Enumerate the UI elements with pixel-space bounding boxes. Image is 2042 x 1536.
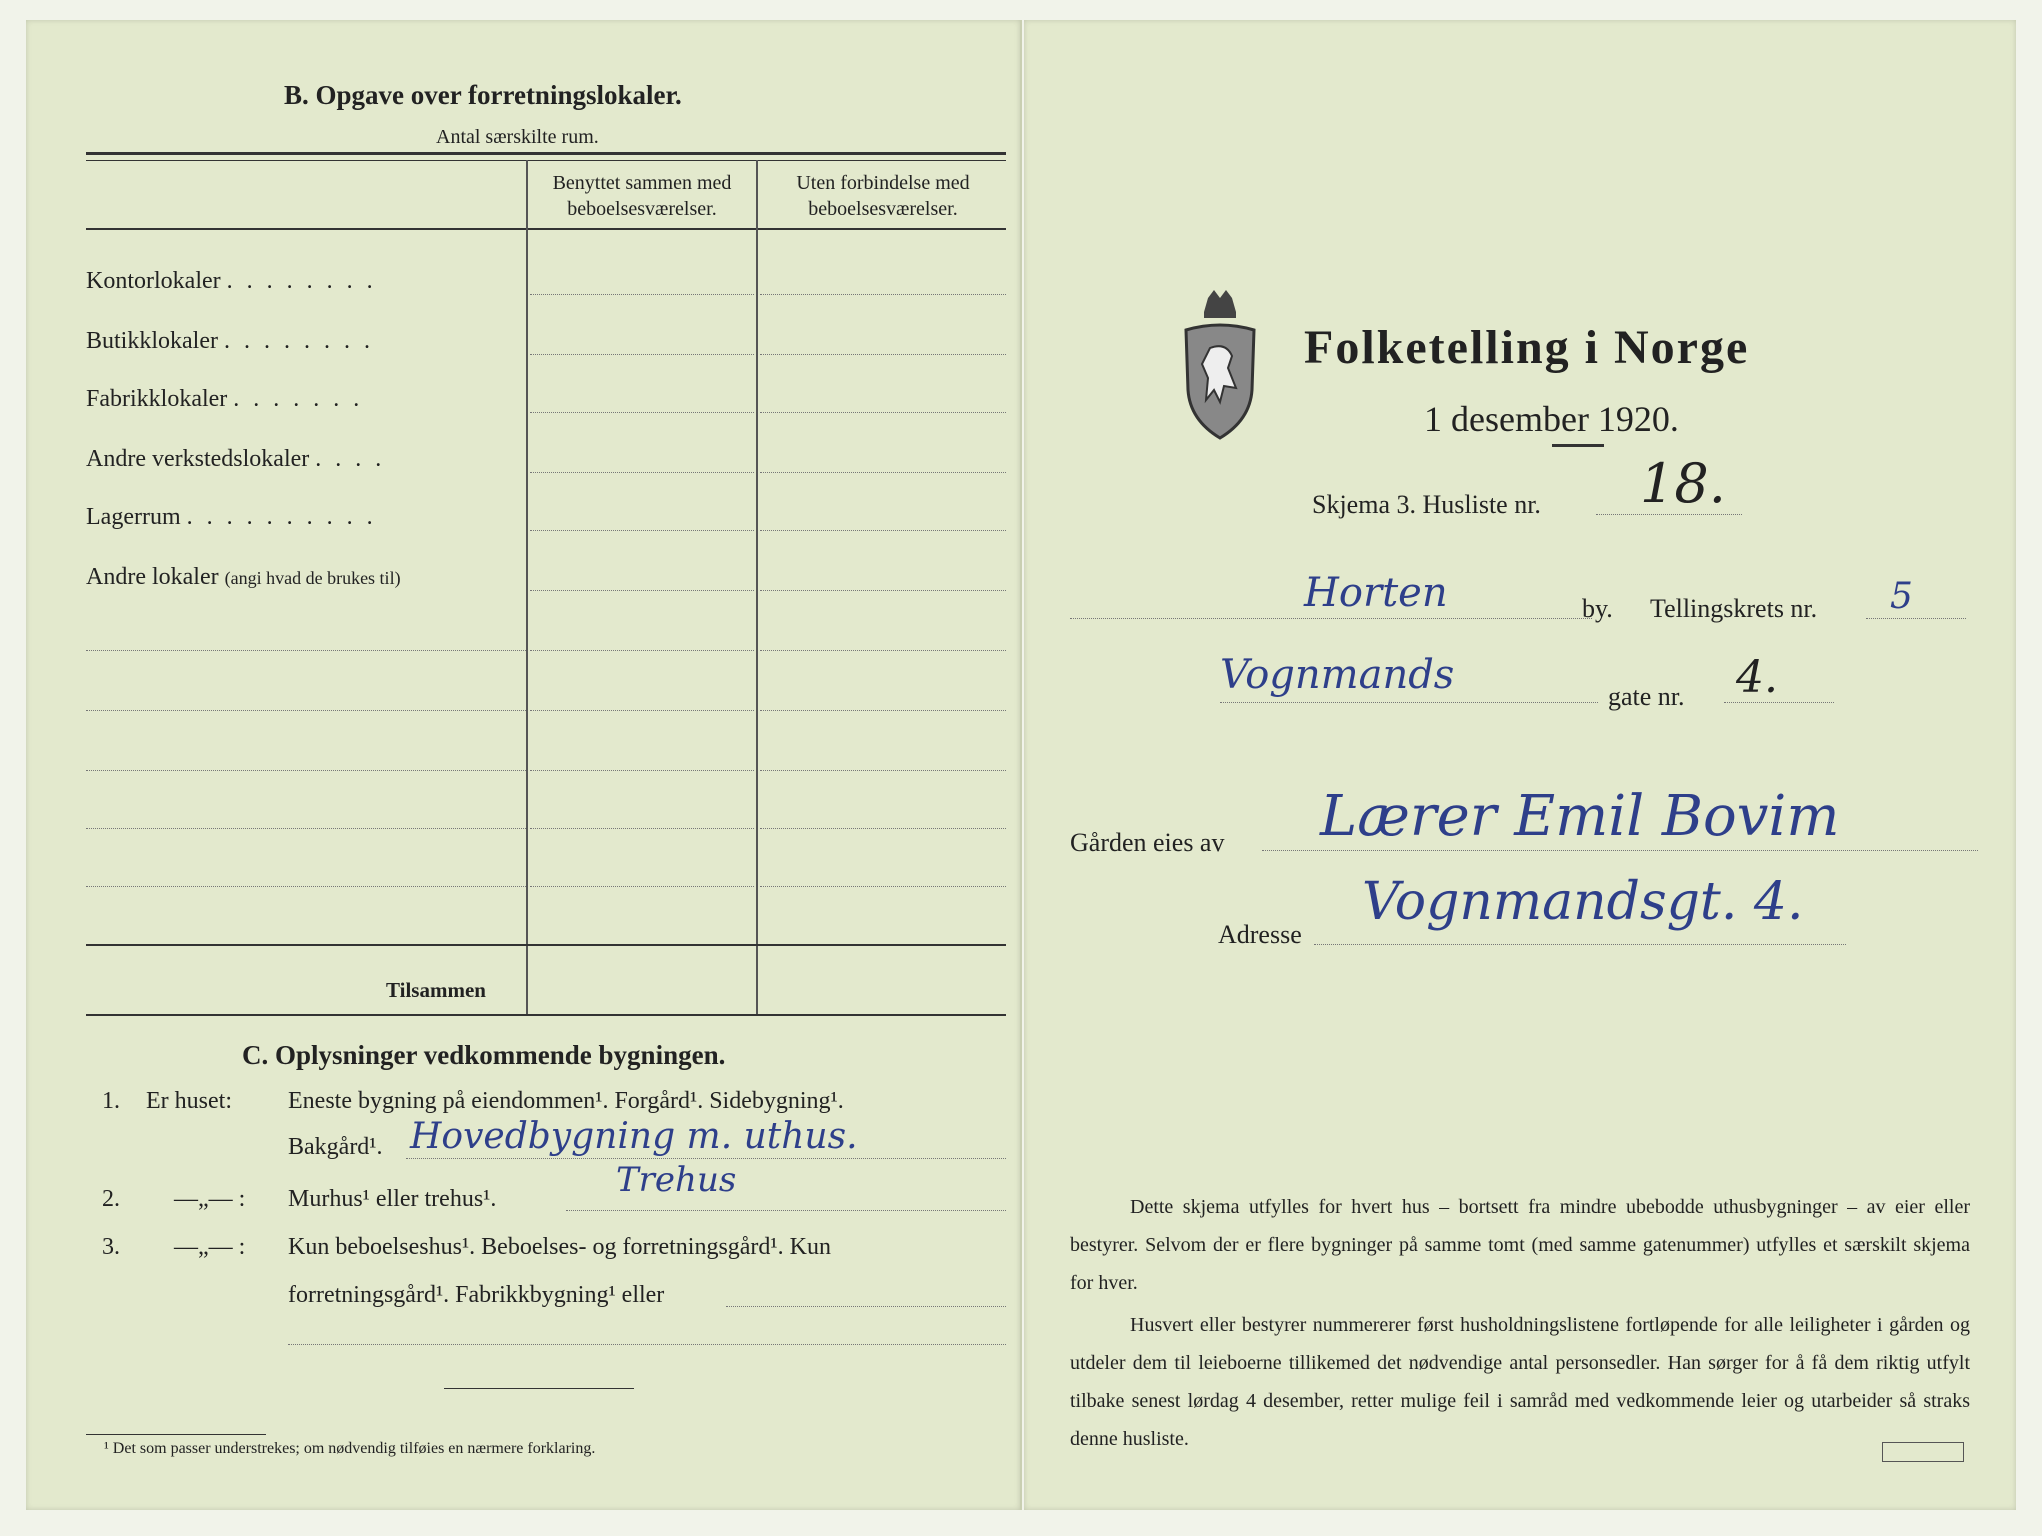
tellingskrets-line (1866, 618, 1966, 619)
table-top-rule-2 (86, 160, 1006, 161)
table-bottom-rule (86, 1014, 1006, 1016)
cell-line (760, 530, 1006, 531)
cell-line (530, 294, 754, 295)
cell-line (760, 710, 1006, 711)
item2-num: 2. (102, 1186, 120, 1212)
row-label-lagerrum: Lagerrum .......... (86, 504, 387, 530)
gate-line (1220, 702, 1598, 703)
section-b-title: B. Opgave over forretningslokaler. (284, 80, 682, 110)
instructions-paragraph-1: Dette skjema utfylles for hvert hus – bortsett fra mindre ubebodde uthusbygninger – av eier eller bestyrer. Selvom der er flere bygninger på samme tomt (med samme gatenummer) utfylles et særskilt skjema for hver. (1070, 1196, 1970, 1294)
cell-line (530, 886, 754, 887)
cell-line (530, 412, 754, 413)
by-handwriting: Horten (1304, 570, 1448, 616)
footnote: ¹ Det som passer understrekes; om nødvendig tilføies en nærmere forklaring. (104, 1440, 596, 1457)
cell-line (760, 828, 1006, 829)
blank-line (86, 828, 526, 829)
document-title: Folketelling i Norge (1304, 321, 1750, 374)
adresse-line (1314, 944, 1846, 945)
section-c-title: C. Oplysninger vedkommende bygningen. (242, 1040, 726, 1070)
column-divider-1 (526, 160, 528, 1016)
column-header-benyttet: Benyttet sammen med beboelsesværelser. (552, 172, 732, 220)
cell-line (530, 828, 754, 829)
item1-handwriting: Hovedbygning m. uthus. (410, 1116, 858, 1157)
total-label: Tilsammen (386, 978, 486, 1002)
cell-line (530, 650, 754, 651)
gate-number: 4. (1736, 652, 1778, 703)
husliste-line (1596, 514, 1742, 515)
eier-label: Gården eies av (1070, 828, 1225, 857)
item2-handwriting: Trehus (616, 1160, 737, 1200)
instructions-paragraph-2: Husvert eller bestyrer nummererer først husholdningslistene fortløpende for alle leiligheter i gården og utdeler dem til leieboerne tillikemed det nødvendige antal personsedler. Han sørger for å få dem riktig utfylt tilbake senest lørdag 4 desember, retter mulige feil i samråd med vedkommende leier og utarbeider så straks denne husliste. (1070, 1314, 1970, 1450)
total-rule (86, 944, 1006, 946)
left-page (26, 20, 1022, 1510)
by-label: by. (1582, 594, 1613, 623)
tellingskrets-number: 5 (1890, 576, 1913, 617)
item2-line (566, 1210, 1006, 1211)
document-date: 1 desember 1920. (1424, 399, 1679, 439)
row-text: Andre verkstedslokaler (86, 446, 310, 472)
blank-line (86, 886, 526, 887)
cell-line (760, 886, 1006, 887)
item3-text: Kun beboelseshus¹. Beboelses- og forretningsgård¹. Kun (288, 1234, 831, 1260)
date-underline (1552, 444, 1604, 447)
item3-text2: forretningsgård¹. Fabrikkbygning¹ eller (288, 1282, 665, 1308)
footnote-rule (86, 1434, 266, 1435)
gate-label: gate nr. (1608, 682, 1685, 711)
printer-stamp (1882, 1442, 1964, 1462)
blank-line (86, 650, 526, 651)
eier-handwriting: Lærer Emil Bovim (1320, 784, 1840, 849)
adresse-label: Adresse (1218, 920, 1302, 949)
row-label-butikklokaler: Butikklokaler ........ (86, 328, 384, 354)
row-text: Fabrikklokaler (86, 386, 228, 412)
row-text: Kontorlokaler (86, 268, 221, 294)
row-text: Lagerrum (86, 504, 181, 530)
skjema-label: Skjema 3. Husliste nr. (1312, 490, 1541, 519)
column-divider-2 (756, 160, 758, 1016)
blank-line (86, 710, 526, 711)
cell-line (760, 472, 1006, 473)
item2-text: Murhus¹ eller trehus¹. (288, 1186, 497, 1212)
item3-num: 3. (102, 1234, 120, 1260)
cell-line (530, 354, 754, 355)
row-text: Butikklokaler (86, 328, 218, 354)
blank-line (86, 770, 526, 771)
tellingskrets-label: Tellingskrets nr. (1650, 594, 1818, 623)
row-label-fabrikklokaler: Fabrikklokaler ....... (86, 386, 374, 412)
by-line (1070, 618, 1592, 619)
item3-line (726, 1306, 1006, 1307)
item1-line (406, 1158, 1006, 1159)
cell-line (760, 294, 1006, 295)
row-label-andre-verkstedslokaler: Andre verkstedslokaler .... (86, 446, 396, 472)
item1-num: 1. (102, 1088, 120, 1114)
short-rule (444, 1388, 634, 1389)
section-b-subtitle: Antal særskilte rum. (436, 126, 599, 148)
cell-line (530, 710, 754, 711)
cell-line (760, 650, 1006, 651)
eier-line (1262, 850, 1978, 851)
cell-line (530, 472, 754, 473)
cell-line (530, 530, 754, 531)
husliste-number: 18. (1640, 452, 1726, 515)
table-top-rule (86, 152, 1006, 155)
header-bottom-rule (86, 228, 1006, 230)
item3-lead: —„— : (174, 1234, 246, 1260)
cell-line (530, 590, 754, 591)
cell-line (760, 770, 1006, 771)
row-label-andre-lokaler (86, 564, 401, 591)
row-note: (angi hvad de brukes til) (224, 568, 401, 588)
cell-line (530, 770, 754, 771)
item1-text: Eneste bygning på eiendommen¹. Forgård¹. Sidebygning¹. (288, 1088, 844, 1114)
item2-lead: —„— : (174, 1186, 246, 1212)
norwegian-coat-of-arms-icon (1180, 290, 1260, 440)
cell-line (760, 590, 1006, 591)
cell-line (760, 412, 1006, 413)
row-text: Andre lokaler (86, 564, 219, 590)
gate-handwriting: Vognmands (1220, 652, 1455, 698)
column-header-uten: Uten forbindelse med beboelsesværelser. (796, 172, 970, 220)
cell-line (760, 354, 1006, 355)
gate-number-line (1724, 702, 1834, 703)
item3-line-2 (288, 1344, 1006, 1345)
item1-text2: Bakgård¹. (288, 1134, 383, 1160)
item1-lead: Er huset: (146, 1088, 232, 1114)
row-label-kontorlokaler: Kontorlokaler ........ (86, 268, 387, 294)
adresse-handwriting: Vognmandsgt. 4. (1362, 872, 1804, 932)
right-page (1024, 20, 2016, 1510)
